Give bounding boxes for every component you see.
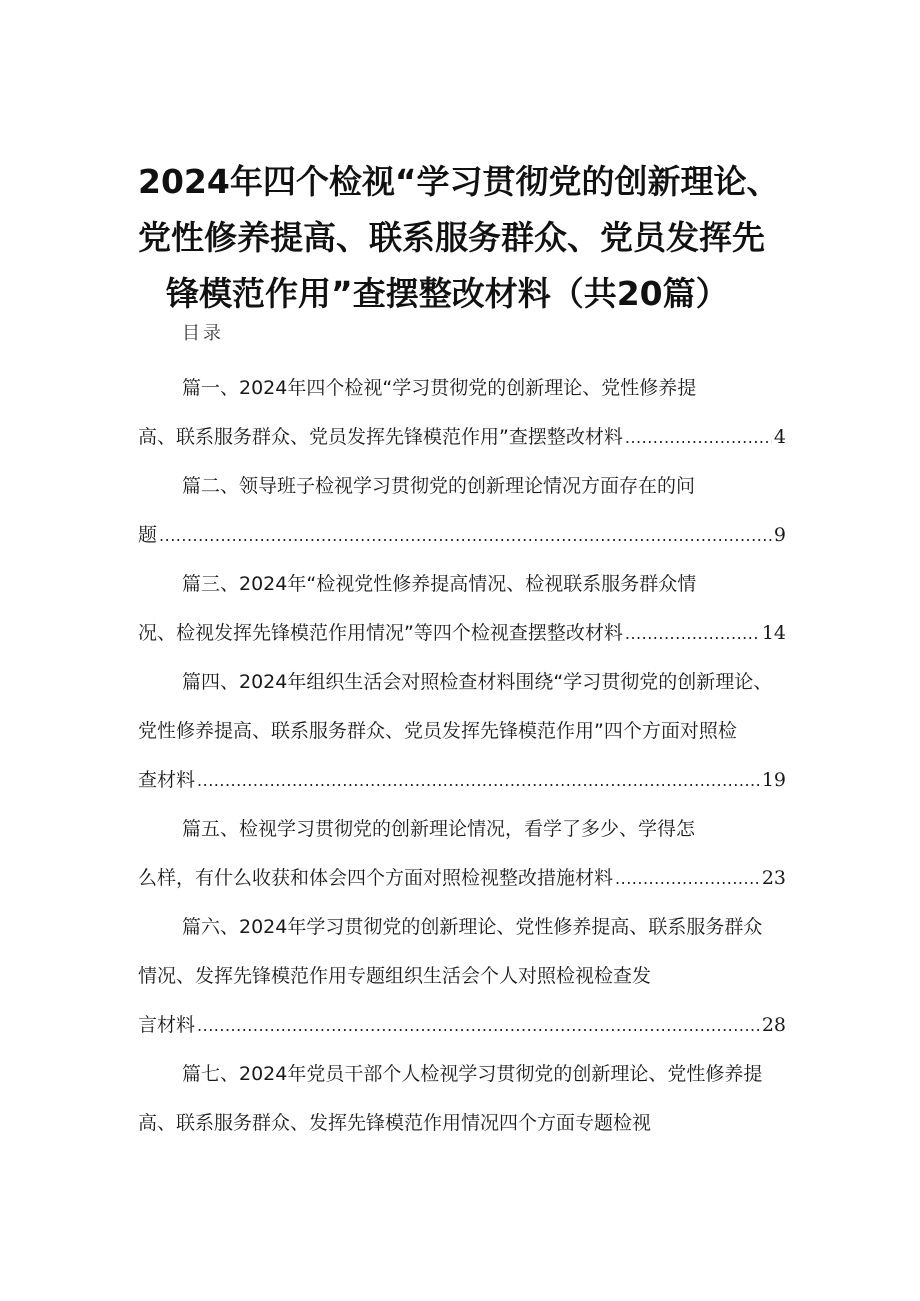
toc-entry-text: 篇一、2024年四个检视“学习贯彻党的创新理论、党性修养提 <box>182 377 697 399</box>
toc-entry-text: 么样，有什么收获和体会四个方面对照检视整改措施材料 <box>138 867 614 889</box>
table-of-contents <box>138 368 786 1152</box>
toc-entry-text: 篇二、领导班子检视学习贯彻党的创新理论情况方面存在的问 <box>182 475 696 497</box>
toc-entry[interactable] <box>138 1054 786 1152</box>
toc-entry[interactable] <box>138 907 786 1054</box>
toc-entry-text: 言材料 <box>138 1014 196 1036</box>
toc-heading: 目录 <box>182 323 224 344</box>
toc-entry-text: 篇五、检视学习贯彻党的创新理论情况，看学了多少、学得怎 <box>182 818 696 840</box>
toc-page-number: 9 <box>773 524 786 546</box>
toc-entry-text: 篇七、2024年党员干部个人检视学习贯彻党的创新理论、党性修养提 <box>182 1063 763 1085</box>
toc-entry[interactable] <box>138 368 786 466</box>
title-line-3: 锋模范作用”查摆整改材料（共20篇） <box>166 274 729 314</box>
title-line-2: 党性修养提高、联系服务群众、党员发挥先 <box>138 218 765 258</box>
toc-entry[interactable] <box>138 809 786 907</box>
document-title <box>138 154 788 322</box>
toc-leader-dots <box>197 761 760 801</box>
toc-entry-text: 党性修养提高、联系服务群众、党员发挥先锋模范作用”四个方面对照检 <box>138 720 737 742</box>
toc-entry-text: 题 <box>138 524 158 546</box>
toc-page-number: 28 <box>761 1014 786 1036</box>
toc-entry-text: 篇四、2024年组织生活会对照检查材料围绕“学习贯彻党的创新理论、 <box>182 671 773 693</box>
toc-entry-text: 篇六、2024年学习贯彻党的创新理论、党性修养提高、联系服务群众 <box>182 916 763 938</box>
toc-entry-text: 高、联系服务群众、发挥先锋模范作用情况四个方面专题检视 <box>138 1112 652 1134</box>
toc-entry-text: 高、联系服务群众、党员发挥先锋模范作用”查摆整改材料 <box>138 426 623 448</box>
toc-leader-dots <box>615 859 760 899</box>
title-line-1: 2024年四个检视“学习贯彻党的创新理论、 <box>138 162 780 202</box>
toc-page-number: 14 <box>761 622 786 644</box>
toc-leader-dots <box>625 418 772 458</box>
toc-entry[interactable] <box>138 466 786 564</box>
toc-page-number: 23 <box>761 867 786 889</box>
toc-entry-text: 情况、发挥先锋模范作用专题组织生活会个人对照检视检查发 <box>138 965 652 987</box>
toc-entry-text: 查材料 <box>138 769 196 791</box>
toc-page-number: 4 <box>773 426 786 448</box>
toc-leader-dots <box>197 1006 760 1046</box>
toc-entry-text: 况、检视发挥先锋模范作用情况”等四个检视查摆整改材料 <box>138 622 623 644</box>
toc-entry[interactable] <box>138 564 786 662</box>
toc-entry-text: 篇三、2024年“检视党性修养提高情况、检视联系服务群众情 <box>182 573 697 595</box>
toc-page-number: 19 <box>761 769 786 791</box>
toc-entry[interactable] <box>138 662 786 809</box>
toc-leader-dots <box>625 614 760 654</box>
toc-leader-dots <box>159 516 772 556</box>
